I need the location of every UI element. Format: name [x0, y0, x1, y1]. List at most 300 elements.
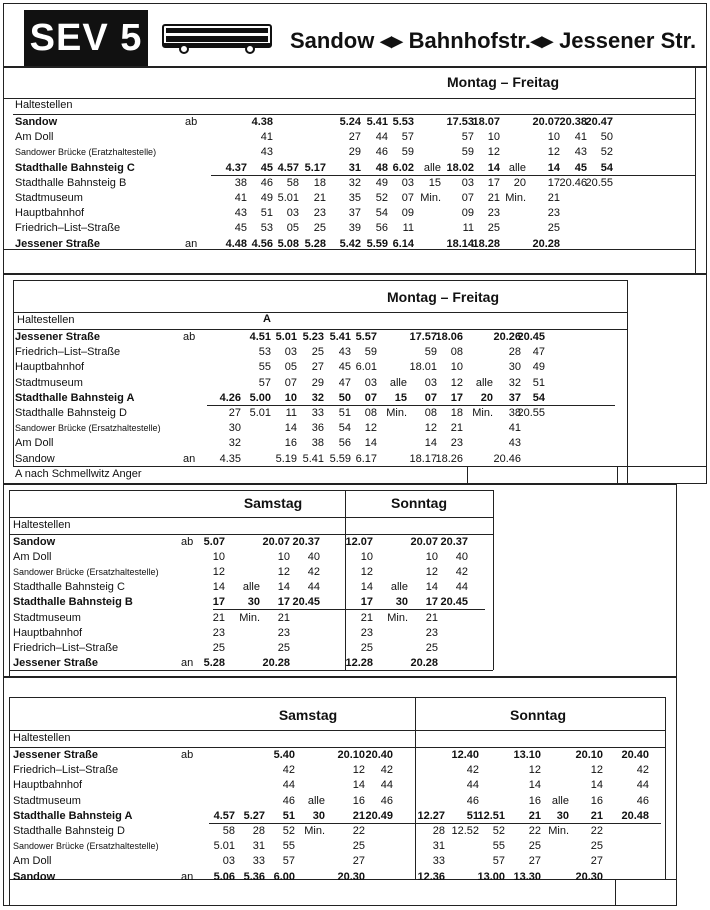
time-cell: 20.28 — [410, 656, 438, 669]
time-cell: 29 — [311, 376, 324, 389]
time-cell: 25 — [212, 641, 225, 654]
time-cell: 32 — [348, 176, 361, 189]
time-cell: 15 — [394, 391, 407, 404]
time-cell: 52 — [375, 192, 388, 204]
time-cell: 56 — [375, 222, 388, 235]
time-cell: 5.07 — [203, 536, 225, 548]
time-cell: 30 — [228, 422, 241, 435]
time-cell: 20.40 — [365, 749, 393, 761]
time-cell: 55 — [492, 840, 505, 853]
time-cell: 20.55 — [585, 176, 613, 189]
stop-name: Sandower Brücke (Ersatzhaltestelle) — [13, 841, 159, 852]
time-cell: Min. — [548, 825, 569, 837]
time-cell: 07 — [424, 391, 437, 404]
time-cell: 40 — [307, 551, 320, 564]
table-row — [15, 345, 627, 360]
time-cell: 17 — [277, 596, 290, 609]
time-cell: 12 — [352, 764, 365, 777]
table-row — [15, 237, 695, 252]
time-cell: 39 — [348, 222, 361, 235]
time-cell: 18.02 — [446, 161, 474, 174]
time-cell: 59 — [424, 346, 437, 359]
stop-name: Am Doll — [15, 131, 54, 144]
time-cell: 21 — [352, 809, 365, 822]
time-cell: 50 — [600, 131, 613, 144]
time-cell: 46 — [380, 794, 393, 807]
time-cell: Min. — [304, 825, 325, 837]
time-cell: 05 — [286, 222, 299, 235]
time-cell: 41 — [234, 192, 247, 204]
time-cell: 32 — [228, 437, 241, 450]
title-saturday-1: Samstag — [243, 495, 303, 511]
time-cell: 42 — [380, 764, 393, 777]
stop-name: Stadtmuseum — [13, 611, 81, 624]
time-cell: 44 — [455, 581, 468, 594]
time-cell: 17 — [360, 596, 373, 609]
time-cell: 14 — [487, 161, 500, 174]
time-cell: 25 — [547, 222, 560, 235]
time-cell: 14 — [425, 581, 438, 594]
time-cell: 54 — [600, 161, 613, 174]
time-cell: 5.28 — [304, 237, 326, 250]
stop-name: Sandower Brücke (Eratzhaltestelle) — [15, 147, 157, 158]
time-cell: 17 — [212, 596, 225, 609]
arrival-departure-marker: an — [181, 656, 194, 669]
stop-name: Friedrich–List–Straße — [13, 764, 119, 777]
time-cell: 10 — [425, 551, 438, 564]
time-cell: 13.30 — [513, 870, 541, 883]
table-row — [13, 611, 493, 626]
time-cell: 58 — [286, 176, 299, 189]
time-cell: 08 — [364, 407, 377, 419]
time-cell: 54 — [338, 422, 351, 435]
time-cell: 25 — [487, 222, 500, 235]
table-row — [13, 550, 493, 565]
table-row — [15, 161, 695, 176]
stops-label: Haltestellen — [17, 314, 75, 326]
time-cell: 20.45 — [292, 596, 320, 609]
time-cell: 4.38 — [251, 116, 273, 128]
footnote-a: A nach Schmellwitz Anger — [15, 468, 142, 480]
time-cell: 07 — [284, 376, 297, 389]
time-cell: 21 — [313, 192, 326, 204]
time-cell: Min. — [387, 611, 408, 624]
time-cell: 30 — [247, 596, 260, 609]
time-cell: 25 — [277, 641, 290, 654]
stop-name: Jessener Straße — [13, 749, 98, 761]
table-row — [15, 406, 627, 421]
time-cell: 25 — [590, 840, 603, 853]
time-cell: 20.48 — [621, 809, 649, 822]
time-cell: 30 — [508, 361, 521, 374]
table-row — [15, 330, 627, 345]
table-row — [13, 794, 665, 809]
time-cell: 09 — [461, 207, 474, 220]
stop-name: Sandow — [13, 870, 56, 883]
time-cell: 20.30 — [575, 870, 603, 883]
time-cell: 23 — [450, 437, 463, 450]
time-cell: 30 — [395, 596, 408, 609]
time-cell: 03 — [222, 855, 235, 868]
time-cell: 49 — [375, 176, 388, 189]
time-cell: 5.06 — [213, 870, 235, 883]
time-cell: 12 — [528, 764, 541, 777]
time-cell: 55 — [258, 361, 271, 374]
table-row — [13, 656, 493, 671]
line-badge: SEV 5 — [24, 10, 148, 66]
time-cell: 10 — [450, 361, 463, 374]
time-cell: 46 — [282, 794, 295, 807]
time-cell: 55 — [282, 840, 295, 853]
time-cell: 59 — [364, 346, 377, 359]
time-cell: 03 — [284, 346, 297, 359]
table-row — [15, 436, 627, 451]
time-cell: 23 — [360, 626, 373, 639]
time-cell: 5.00 — [249, 391, 271, 404]
time-cell: Min. — [239, 611, 260, 624]
stop-name: Am Doll — [15, 437, 54, 450]
time-cell: 56 — [338, 437, 351, 450]
time-cell: 4.57 — [277, 161, 299, 174]
time-cell: 46 — [375, 146, 388, 159]
time-cell: 03 — [424, 376, 437, 389]
time-cell: 20.37 — [292, 536, 320, 548]
time-cell: 44 — [380, 779, 393, 792]
time-cell: 31 — [348, 161, 361, 174]
time-cell: 11 — [285, 407, 297, 419]
table-row — [15, 391, 627, 406]
table-row — [13, 778, 665, 793]
stop-name: Friedrich–List–Straße — [13, 641, 119, 654]
table-row — [15, 421, 627, 436]
time-cell: 49 — [260, 192, 273, 204]
stops-label: Haltestellen — [13, 732, 71, 744]
time-cell: 20.47 — [585, 116, 613, 128]
time-cell: 23 — [313, 207, 326, 220]
time-cell: 27 — [528, 855, 541, 868]
time-cell: 44 — [375, 131, 388, 144]
time-cell: 14 — [277, 581, 290, 594]
time-cell: 14 — [212, 581, 225, 594]
time-cell: 43 — [338, 346, 351, 359]
time-cell: 5.17 — [304, 161, 326, 174]
time-cell: 14 — [528, 779, 541, 792]
time-cell: 31 — [432, 840, 445, 853]
time-cell: 14 — [352, 779, 365, 792]
table-row — [13, 580, 493, 595]
time-cell: 57 — [401, 131, 414, 144]
stop-name: Hauptbahnhof — [15, 207, 85, 220]
time-cell: 23 — [547, 207, 560, 220]
time-cell: 12.51 — [477, 809, 505, 822]
time-cell: 6.01 — [355, 361, 377, 374]
time-cell: 18 — [313, 176, 326, 189]
time-cell: 18.26 — [435, 452, 463, 465]
stop-name: Hauptbahnhof — [15, 361, 85, 374]
time-cell: alle — [390, 581, 408, 594]
time-cell: 51 — [466, 809, 479, 822]
time-cell: 57 — [258, 376, 271, 389]
time-cell: 03 — [364, 376, 377, 389]
table-row — [13, 626, 493, 641]
time-cell: 17 — [425, 596, 438, 609]
time-cell: 25 — [360, 641, 373, 654]
stop-name: Jessener Straße — [15, 237, 100, 250]
time-cell: 38 — [508, 407, 521, 419]
stop-name: Stadthalle Bahnsteig D — [13, 825, 125, 837]
time-cell: 37 — [348, 207, 361, 220]
time-cell: 18.17 — [409, 452, 437, 465]
time-cell: 44 — [307, 581, 320, 594]
arrival-departure-marker: ab — [183, 331, 196, 343]
title-saturday-2: Samstag — [278, 707, 338, 723]
time-cell: 51 — [282, 809, 295, 822]
time-cell: 12 — [487, 146, 500, 159]
table-row — [15, 115, 695, 130]
table-row — [13, 595, 493, 610]
title-weekday-1: Montag – Freitag — [446, 74, 559, 90]
table-row — [15, 452, 627, 467]
time-cell: 10 — [284, 391, 297, 404]
time-cell: 59 — [461, 146, 474, 159]
time-cell: 40 — [455, 551, 468, 564]
time-cell: 4.26 — [219, 391, 241, 404]
time-cell: 21 — [547, 192, 560, 204]
stop-name: Friedrich–List–Straße — [15, 346, 121, 359]
table-row — [13, 565, 493, 580]
time-cell: 4.51 — [249, 331, 271, 343]
stop-name: Stadtmuseum — [15, 376, 83, 389]
time-cell: 25 — [313, 222, 326, 235]
time-cell: alle — [389, 376, 407, 389]
time-cell: 20.45 — [440, 596, 468, 609]
time-cell: 18.14 — [446, 237, 474, 250]
time-cell: 25 — [425, 641, 438, 654]
time-cell: 5.24 — [339, 116, 361, 128]
time-cell: 23 — [277, 626, 290, 639]
time-cell: 14 — [590, 779, 603, 792]
time-cell: 10 — [212, 551, 225, 564]
time-cell: 52 — [492, 825, 505, 837]
time-cell: 5.41 — [329, 331, 351, 343]
time-cell: 08 — [424, 407, 437, 419]
time-cell: 14 — [364, 437, 377, 450]
time-cell: 20.07 — [410, 536, 438, 548]
time-cell: 12 — [212, 566, 225, 579]
table-row — [13, 870, 665, 885]
time-cell: 38 — [311, 437, 324, 450]
stop-name: Stadtmuseum — [15, 192, 83, 204]
time-cell: 20 — [480, 391, 493, 404]
time-cell: 25 — [528, 840, 541, 853]
stop-name: Stadthalle Bahnsteig C — [13, 581, 125, 594]
time-cell: 25 — [352, 840, 365, 853]
time-cell: 10 — [360, 551, 373, 564]
time-cell: 52 — [282, 825, 295, 837]
arrival-departure-marker: an — [185, 237, 198, 250]
time-cell: 53 — [258, 346, 271, 359]
time-cell: 28 — [508, 346, 521, 359]
time-cell: 5.19 — [275, 452, 297, 465]
header-band — [3, 3, 707, 67]
time-cell: 5.01 — [277, 192, 299, 204]
time-cell: 17.57 — [409, 331, 437, 343]
time-cell: 21 — [528, 809, 541, 822]
stop-name: Stadthalle Bahnsteig B — [15, 176, 127, 189]
table-row — [13, 748, 665, 763]
timetable-page — [3, 3, 707, 906]
time-cell: 20.45 — [517, 331, 545, 343]
stop-name: Jessener Straße — [13, 656, 98, 669]
table-row — [15, 360, 627, 375]
table-row — [15, 130, 695, 145]
time-cell: 28 — [252, 825, 265, 837]
time-cell: 18.07 — [472, 116, 500, 128]
time-cell: 16 — [284, 437, 297, 450]
time-cell: 23 — [487, 207, 500, 220]
time-cell: 12.40 — [451, 749, 479, 761]
time-cell: 12 — [364, 422, 377, 435]
time-cell: 20.07 — [532, 116, 560, 128]
table-row — [13, 641, 493, 656]
time-cell: 12 — [277, 566, 290, 579]
time-cell: 49 — [532, 361, 545, 374]
stop-name: Am Doll — [13, 855, 52, 868]
time-cell: 21 — [360, 611, 373, 624]
time-cell: 13.00 — [477, 870, 505, 883]
time-cell: Min. — [420, 192, 441, 204]
table-row — [13, 839, 665, 854]
time-cell: 43 — [574, 146, 587, 159]
time-cell: 5.59 — [366, 237, 388, 250]
time-cell: 20.46 — [559, 176, 587, 189]
time-cell: 6.14 — [392, 237, 414, 250]
time-cell: 43 — [260, 146, 273, 159]
table-row — [15, 206, 695, 221]
time-cell: 21 — [450, 422, 463, 435]
time-cell: alle — [423, 161, 441, 174]
time-cell: 03 — [286, 207, 299, 220]
time-cell: 53 — [260, 222, 273, 235]
arrival-departure-marker: ab — [181, 749, 194, 761]
time-cell: 27 — [352, 855, 365, 868]
time-cell: 45 — [338, 361, 351, 374]
time-cell: 27 — [348, 131, 361, 144]
time-cell: 46 — [466, 794, 479, 807]
time-cell: 58 — [222, 825, 235, 837]
time-cell: 10 — [547, 131, 560, 144]
time-cell: 10 — [277, 551, 290, 564]
time-cell: 45 — [574, 161, 587, 174]
stop-name: Friedrich–List–Straße — [15, 222, 121, 235]
time-cell: alle — [551, 794, 569, 807]
time-cell: 5.41 — [302, 452, 324, 465]
time-cell: 11 — [402, 222, 414, 235]
time-cell: 42 — [282, 764, 295, 777]
time-cell: 6.00 — [273, 870, 295, 883]
time-cell: alle — [508, 161, 526, 174]
time-cell: 20.38 — [559, 116, 587, 128]
time-cell: 46 — [636, 794, 649, 807]
time-cell: 18.28 — [472, 237, 500, 250]
time-cell: 29 — [348, 146, 361, 159]
time-cell: 16 — [352, 794, 365, 807]
time-cell: 33 — [432, 855, 445, 868]
time-cell: 5.57 — [355, 331, 377, 343]
time-cell: 16 — [528, 794, 541, 807]
time-cell: 37 — [508, 391, 521, 404]
table-row — [13, 824, 665, 839]
time-cell: 07 — [364, 391, 377, 404]
stop-name: Sandower Brücke (Ersatzhaltestelle) — [13, 567, 159, 578]
time-cell: 12.36 — [417, 870, 445, 883]
time-cell: 43 — [234, 207, 247, 220]
time-cell: 21 — [212, 611, 225, 624]
time-cell: 22 — [528, 825, 541, 837]
time-cell: 12.27 — [417, 809, 445, 822]
time-cell: 51 — [260, 207, 273, 220]
arrival-departure-marker: ab — [181, 536, 194, 548]
time-cell: 07 — [401, 192, 414, 204]
time-cell: 57 — [461, 131, 474, 144]
time-cell: 51 — [532, 376, 545, 389]
time-cell: 18.01 — [409, 361, 437, 374]
stop-name: Hauptbahnhof — [13, 626, 83, 639]
stops-label: Haltestellen — [15, 99, 73, 111]
time-cell: 47 — [338, 376, 351, 389]
time-cell: 48 — [375, 161, 388, 174]
time-cell: 20.28 — [532, 237, 560, 250]
time-cell: 46 — [260, 176, 273, 189]
time-cell: 18.06 — [435, 331, 463, 343]
time-cell: 20.46 — [493, 452, 521, 465]
time-cell: Min. — [472, 407, 493, 419]
time-cell: 30 — [556, 809, 569, 822]
table-row — [13, 763, 665, 778]
time-cell: alle — [475, 376, 493, 389]
time-cell: 59 — [401, 146, 414, 159]
title-sunday-2: Sonntag — [510, 707, 566, 723]
time-cell: 35 — [348, 192, 361, 204]
time-cell: 05 — [284, 361, 297, 374]
table-row — [13, 535, 493, 550]
table-row — [15, 221, 695, 236]
time-cell: 17.53 — [446, 116, 474, 128]
time-cell: 6.02 — [392, 161, 414, 174]
time-cell: 44 — [636, 779, 649, 792]
stop-name: Stadthalle Bahnsteig C — [15, 161, 135, 174]
time-cell: 18 — [450, 407, 463, 419]
stop-name: Stadtmuseum — [13, 794, 81, 807]
time-cell: 12.52 — [451, 825, 479, 837]
time-cell: 57 — [492, 855, 505, 868]
time-cell: 21 — [590, 809, 603, 822]
time-cell: 5.36 — [243, 870, 265, 883]
table-row — [15, 191, 695, 206]
time-cell: 14 — [424, 437, 437, 450]
time-cell: 20.55 — [517, 407, 545, 419]
time-cell: 5.01 — [249, 407, 271, 419]
stop-name: Stadthalle Bahnsteig B — [13, 596, 133, 609]
time-cell: 54 — [375, 207, 388, 220]
time-cell: alle — [242, 581, 260, 594]
time-cell: 33 — [252, 855, 265, 868]
time-cell: 52 — [600, 146, 613, 159]
time-cell: 20.07 — [262, 536, 290, 548]
stop-name: Sandower Brücke (Ersatzhaltestelle) — [15, 423, 161, 434]
time-cell: 6.17 — [355, 452, 377, 465]
time-cell: 17 — [487, 176, 500, 189]
